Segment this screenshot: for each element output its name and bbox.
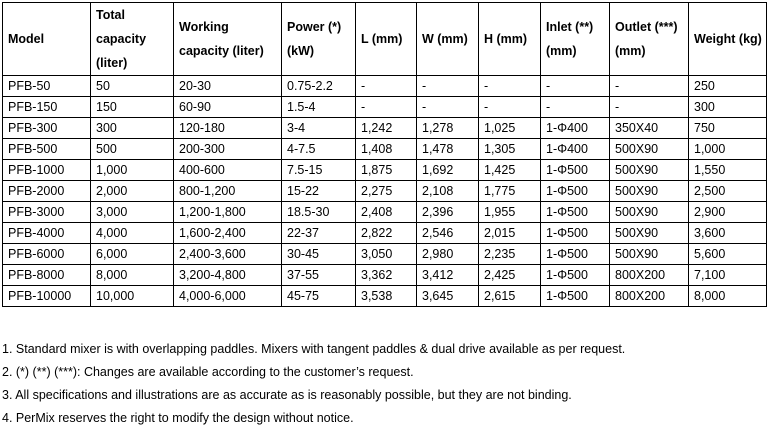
cell-power: 45-75	[282, 286, 356, 307]
cell-power: 37-55	[282, 265, 356, 286]
cell-weight: 3,600	[689, 223, 767, 244]
cell-length: 1,408	[356, 139, 417, 160]
table-row	[3, 202, 767, 223]
cell-inlet: 1-Φ400	[541, 118, 610, 139]
cell-weight: 1,000	[689, 139, 767, 160]
cell-length: 3,050	[356, 244, 417, 265]
header-outlet: Outlet (***) (mm)	[610, 3, 689, 76]
cell-working-capacity: 200-300	[174, 139, 282, 160]
cell-weight: 8,000	[689, 286, 767, 307]
cell-total-capacity: 300	[91, 118, 174, 139]
cell-width: 2,980	[417, 244, 479, 265]
cell-width: 3,645	[417, 286, 479, 307]
cell-working-capacity: 20-30	[174, 76, 282, 97]
header-power: Power (*) (kW)	[282, 3, 356, 76]
cell-width: 2,108	[417, 181, 479, 202]
cell-working-capacity: 800-1,200	[174, 181, 282, 202]
cell-model: PFB-1000	[3, 160, 91, 181]
cell-inlet: -	[541, 97, 610, 118]
table-row	[3, 265, 767, 286]
table-row	[3, 181, 767, 202]
cell-total-capacity: 10,000	[91, 286, 174, 307]
cell-weight: 5,600	[689, 244, 767, 265]
header-height: H (mm)	[479, 3, 541, 76]
cell-power: 7.5-15	[282, 160, 356, 181]
table-row	[3, 286, 767, 307]
table-row	[3, 97, 767, 118]
table-row	[3, 76, 767, 97]
cell-total-capacity: 4,000	[91, 223, 174, 244]
footnotes	[2, 338, 762, 430]
cell-working-capacity: 1,600-2,400	[174, 223, 282, 244]
cell-power: 22-37	[282, 223, 356, 244]
cell-height: 2,235	[479, 244, 541, 265]
cell-inlet: 1-Φ500	[541, 160, 610, 181]
cell-length: 1,242	[356, 118, 417, 139]
cell-total-capacity: 150	[91, 97, 174, 118]
cell-weight: 2,900	[689, 202, 767, 223]
cell-length: 2,822	[356, 223, 417, 244]
cell-power: 3-4	[282, 118, 356, 139]
cell-length: -	[356, 76, 417, 97]
cell-power: 30-45	[282, 244, 356, 265]
specification-table	[2, 2, 767, 307]
cell-total-capacity: 3,000	[91, 202, 174, 223]
cell-total-capacity: 1,000	[91, 160, 174, 181]
cell-outlet: 500X90	[610, 160, 689, 181]
cell-power: 15-22	[282, 181, 356, 202]
cell-model: PFB-10000	[3, 286, 91, 307]
cell-height: -	[479, 76, 541, 97]
cell-outlet: -	[610, 76, 689, 97]
cell-outlet: 800X200	[610, 265, 689, 286]
cell-outlet: 500X90	[610, 139, 689, 160]
cell-width: -	[417, 97, 479, 118]
table-row	[3, 139, 767, 160]
cell-height: 2,015	[479, 223, 541, 244]
table-row	[3, 244, 767, 265]
header-length: L (mm)	[356, 3, 417, 76]
cell-inlet: 1-Φ500	[541, 244, 610, 265]
cell-model: PFB-150	[3, 97, 91, 118]
cell-model: PFB-2000	[3, 181, 91, 202]
cell-outlet: 350X40	[610, 118, 689, 139]
cell-width: 1,278	[417, 118, 479, 139]
cell-working-capacity: 120-180	[174, 118, 282, 139]
cell-total-capacity: 6,000	[91, 244, 174, 265]
header-total-capacity: Total capacity (liter)	[91, 3, 174, 76]
cell-working-capacity: 60-90	[174, 97, 282, 118]
cell-inlet: 1-Φ500	[541, 223, 610, 244]
cell-total-capacity: 2,000	[91, 181, 174, 202]
cell-length: 3,362	[356, 265, 417, 286]
header-inlet: Inlet (**) (mm)	[541, 3, 610, 76]
cell-weight: 1,550	[689, 160, 767, 181]
cell-weight: 250	[689, 76, 767, 97]
cell-length: -	[356, 97, 417, 118]
cell-inlet: 1-Φ400	[541, 139, 610, 160]
cell-width: -	[417, 76, 479, 97]
footnote-4: 4. PerMix reserves the right to modify the design without notice.	[2, 411, 354, 425]
cell-outlet: 800X200	[610, 286, 689, 307]
cell-length: 2,408	[356, 202, 417, 223]
table-row	[3, 223, 767, 244]
cell-width: 1,692	[417, 160, 479, 181]
cell-weight: 750	[689, 118, 767, 139]
table-row	[3, 118, 767, 139]
cell-length: 1,875	[356, 160, 417, 181]
cell-working-capacity: 4,000-6,000	[174, 286, 282, 307]
cell-width: 1,478	[417, 139, 479, 160]
cell-model: PFB-4000	[3, 223, 91, 244]
footnote-3: 3. All specifications and illustrations are as accurate as is reasonably possible, but they are not binding.	[2, 388, 572, 402]
cell-outlet: 500X90	[610, 202, 689, 223]
cell-height: 1,305	[479, 139, 541, 160]
cell-power: 0.75-2.2	[282, 76, 356, 97]
cell-power: 4-7.5	[282, 139, 356, 160]
header-working-capacity: Working capacity (liter)	[174, 3, 282, 76]
cell-height: 1,955	[479, 202, 541, 223]
cell-model: PFB-6000	[3, 244, 91, 265]
footnote-2: 2. (*) (**) (***): Changes are available according to the customer’s request.	[2, 365, 414, 379]
cell-inlet: 1-Φ500	[541, 202, 610, 223]
cell-outlet: 500X90	[610, 223, 689, 244]
table-row	[3, 160, 767, 181]
cell-weight: 7,100	[689, 265, 767, 286]
cell-model: PFB-500	[3, 139, 91, 160]
header-model: Model	[3, 3, 91, 76]
cell-model: PFB-50	[3, 76, 91, 97]
header-weight: Weight (kg)	[689, 3, 767, 76]
cell-power: 18.5-30	[282, 202, 356, 223]
cell-model: PFB-3000	[3, 202, 91, 223]
cell-outlet: -	[610, 97, 689, 118]
cell-total-capacity: 8,000	[91, 265, 174, 286]
cell-height: 1,775	[479, 181, 541, 202]
footnote-1: 1. Standard mixer is with overlapping paddles. Mixers with tangent paddles & dual drive available as per request.	[2, 342, 626, 356]
cell-height: 1,425	[479, 160, 541, 181]
cell-weight: 300	[689, 97, 767, 118]
cell-power: 1.5-4	[282, 97, 356, 118]
cell-outlet: 500X90	[610, 181, 689, 202]
cell-working-capacity: 400-600	[174, 160, 282, 181]
cell-height: 2,615	[479, 286, 541, 307]
cell-inlet: -	[541, 76, 610, 97]
cell-total-capacity: 500	[91, 139, 174, 160]
cell-working-capacity: 2,400-3,600	[174, 244, 282, 265]
cell-width: 3,412	[417, 265, 479, 286]
cell-width: 2,396	[417, 202, 479, 223]
cell-inlet: 1-Φ500	[541, 181, 610, 202]
cell-working-capacity: 1,200-1,800	[174, 202, 282, 223]
cell-total-capacity: 50	[91, 76, 174, 97]
table-header-row	[3, 3, 767, 76]
cell-length: 2,275	[356, 181, 417, 202]
table-body	[3, 76, 767, 307]
cell-working-capacity: 3,200-4,800	[174, 265, 282, 286]
cell-length: 3,538	[356, 286, 417, 307]
cell-inlet: 1-Φ500	[541, 265, 610, 286]
cell-height: 2,425	[479, 265, 541, 286]
cell-weight: 2,500	[689, 181, 767, 202]
cell-model: PFB-8000	[3, 265, 91, 286]
cell-height: 1,025	[479, 118, 541, 139]
cell-model: PFB-300	[3, 118, 91, 139]
cell-outlet: 500X90	[610, 244, 689, 265]
header-width: W (mm)	[417, 3, 479, 76]
cell-width: 2,546	[417, 223, 479, 244]
cell-inlet: 1-Φ500	[541, 286, 610, 307]
cell-height: -	[479, 97, 541, 118]
